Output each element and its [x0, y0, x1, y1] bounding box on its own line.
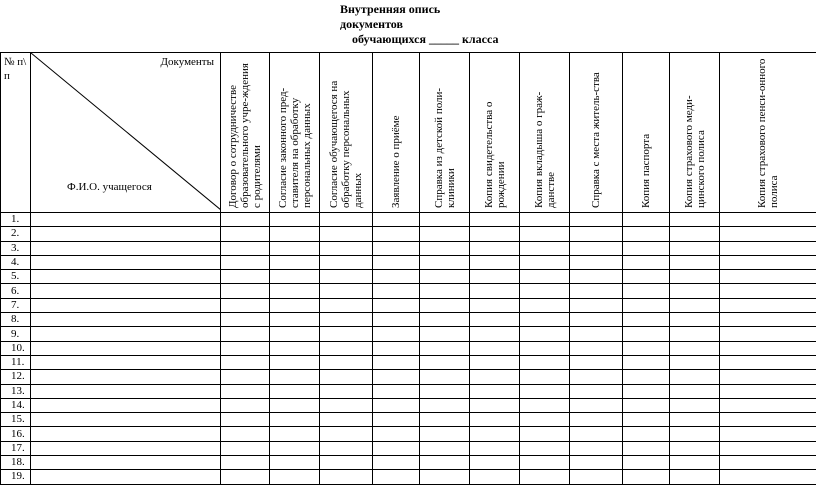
table-cell — [320, 213, 373, 227]
table-cell — [670, 341, 720, 355]
table-cell — [470, 398, 520, 412]
table-row — [1, 255, 816, 269]
table-cell — [221, 370, 270, 384]
table-cell — [373, 255, 420, 269]
document-column-label: Договор о сотрудничестве образовательного учре-ждения с родителями — [227, 62, 263, 208]
table-cell — [720, 384, 816, 398]
table-cell — [270, 370, 320, 384]
table-row — [1, 241, 816, 255]
document-column-header — [623, 53, 670, 213]
row-number: 11. — [1, 355, 31, 369]
row-number: 5. — [1, 270, 31, 284]
table-cell — [373, 398, 420, 412]
table-cell — [373, 341, 420, 355]
table-cell — [623, 370, 670, 384]
table-cell — [570, 441, 623, 455]
table-cell — [31, 255, 221, 269]
table-cell — [31, 327, 221, 341]
table-cell — [221, 241, 270, 255]
table-cell — [270, 241, 320, 255]
table-cell — [470, 313, 520, 327]
table-cell — [570, 341, 623, 355]
table-cell — [670, 413, 720, 427]
table-row — [1, 213, 816, 227]
table-cell — [623, 313, 670, 327]
document-column-label: Копия паспорта — [640, 133, 652, 208]
table-cell — [270, 227, 320, 241]
row-number: 3. — [1, 241, 31, 255]
table-cell — [720, 298, 816, 312]
table-cell — [320, 341, 373, 355]
number-column-header: № п\ п — [1, 53, 31, 213]
row-number: 17. — [1, 441, 31, 455]
table-cell — [31, 456, 221, 470]
table-cell — [320, 313, 373, 327]
table-cell — [570, 355, 623, 369]
document-column-header — [720, 53, 816, 213]
table-cell — [270, 313, 320, 327]
table-cell — [221, 298, 270, 312]
table-cell — [373, 427, 420, 441]
table-cell — [221, 398, 270, 412]
table-cell — [420, 327, 470, 341]
table-cell — [420, 413, 470, 427]
table-cell — [420, 384, 470, 398]
document-column-header — [373, 53, 420, 213]
table-cell — [31, 355, 221, 369]
table-cell — [470, 241, 520, 255]
student-name-label: Ф.И.О. учащегося — [67, 181, 152, 193]
table-cell — [373, 355, 420, 369]
table-cell — [31, 427, 221, 441]
table-cell — [221, 270, 270, 284]
table-cell — [720, 427, 816, 441]
table-cell — [470, 227, 520, 241]
table-cell — [623, 284, 670, 298]
table-cell — [720, 413, 816, 427]
table-cell — [470, 255, 520, 269]
table-row — [1, 284, 816, 298]
table-cell — [270, 327, 320, 341]
table-cell — [221, 470, 270, 484]
row-number: 10. — [1, 341, 31, 355]
table-cell — [520, 370, 570, 384]
document-column-header — [420, 53, 470, 213]
table-cell — [420, 341, 470, 355]
table-cell — [623, 327, 670, 341]
table-row — [1, 456, 816, 470]
table-cell — [420, 298, 470, 312]
table-cell — [373, 413, 420, 427]
table-cell — [570, 284, 623, 298]
document-column-header — [670, 53, 720, 213]
table-cell — [373, 370, 420, 384]
table-cell — [420, 456, 470, 470]
table-cell — [31, 370, 221, 384]
table-cell — [373, 227, 420, 241]
table-cell — [720, 456, 816, 470]
table-cell — [670, 384, 720, 398]
table-cell — [31, 270, 221, 284]
table-cell — [373, 284, 420, 298]
table-cell — [270, 470, 320, 484]
table-cell — [520, 341, 570, 355]
table-cell — [720, 327, 816, 341]
table-cell — [623, 270, 670, 284]
document-column-label: Копия вкладыша о граж-данстве — [532, 91, 557, 208]
table-cell — [373, 384, 420, 398]
table-row — [1, 341, 816, 355]
table-cell — [670, 355, 720, 369]
table-cell — [31, 341, 221, 355]
table-cell — [720, 341, 816, 355]
table-cell — [420, 255, 470, 269]
table-cell — [720, 227, 816, 241]
document-column-header — [270, 53, 320, 213]
table-row — [1, 327, 816, 341]
table-cell — [623, 427, 670, 441]
table-cell — [221, 355, 270, 369]
table-cell — [270, 284, 320, 298]
table-cell — [470, 355, 520, 369]
table-cell — [623, 470, 670, 484]
row-number: 8. — [1, 313, 31, 327]
table-cell — [320, 327, 373, 341]
table-row — [1, 313, 816, 327]
row-number: 9. — [1, 327, 31, 341]
table-row — [1, 413, 816, 427]
title-line-1: Внутренняя опись — [340, 2, 441, 16]
table-cell — [270, 441, 320, 455]
table-cell — [520, 241, 570, 255]
table-cell — [570, 270, 623, 284]
table-cell — [470, 213, 520, 227]
table-cell — [420, 370, 470, 384]
table-cell — [470, 327, 520, 341]
table-cell — [31, 313, 221, 327]
table-cell — [373, 456, 420, 470]
table-cell — [520, 470, 570, 484]
table-cell — [623, 213, 670, 227]
table-cell — [623, 456, 670, 470]
table-row — [1, 298, 816, 312]
table-cell — [31, 384, 221, 398]
row-number: 15. — [1, 413, 31, 427]
table-cell — [520, 355, 570, 369]
table-cell — [320, 241, 373, 255]
table-cell — [373, 213, 420, 227]
table-cell — [720, 313, 816, 327]
table-cell — [570, 213, 623, 227]
table-cell — [221, 427, 270, 441]
row-number: 7. — [1, 298, 31, 312]
table-cell — [570, 456, 623, 470]
document-column-header — [520, 53, 570, 213]
table-cell — [570, 241, 623, 255]
table-cell — [31, 284, 221, 298]
table-cell — [270, 255, 320, 269]
table-cell — [720, 284, 816, 298]
table-cell — [520, 398, 570, 412]
table-cell — [520, 227, 570, 241]
table-cell — [270, 398, 320, 412]
table-cell — [670, 298, 720, 312]
table-cell — [520, 327, 570, 341]
table-cell — [320, 427, 373, 441]
table-cell — [470, 427, 520, 441]
table-cell — [270, 427, 320, 441]
table-cell — [270, 341, 320, 355]
table-cell — [270, 270, 320, 284]
table-cell — [31, 298, 221, 312]
table-cell — [570, 255, 623, 269]
table-cell — [520, 255, 570, 269]
table-cell — [420, 313, 470, 327]
table-cell — [320, 470, 373, 484]
table-cell — [670, 213, 720, 227]
table-row — [1, 398, 816, 412]
diagonal-header-cell — [31, 53, 221, 213]
table-cell — [720, 213, 816, 227]
table-cell — [221, 227, 270, 241]
table-cell — [623, 355, 670, 369]
table-cell — [570, 413, 623, 427]
document-column-label: Согласие законного пред-ставителя на обработку персональных данных — [276, 87, 313, 208]
table-cell — [320, 270, 373, 284]
table-row — [1, 227, 816, 241]
row-number: 4. — [1, 255, 31, 269]
table-cell — [320, 384, 373, 398]
table-cell — [420, 227, 470, 241]
table-cell — [623, 398, 670, 412]
table-cell — [31, 441, 221, 455]
table-row — [1, 270, 816, 284]
table-cell — [670, 284, 720, 298]
table-cell — [320, 441, 373, 455]
table-cell — [720, 241, 816, 255]
table-cell — [373, 441, 420, 455]
table-cell — [221, 284, 270, 298]
table-cell — [670, 441, 720, 455]
row-number: 6. — [1, 284, 31, 298]
document-column-header — [470, 53, 520, 213]
table-cell — [520, 427, 570, 441]
table-cell — [221, 441, 270, 455]
table-cell — [221, 255, 270, 269]
table-cell — [570, 427, 623, 441]
header-row — [1, 53, 816, 213]
table-cell — [221, 456, 270, 470]
table-cell — [720, 255, 816, 269]
table-cell — [470, 413, 520, 427]
table-cell — [31, 413, 221, 427]
table-cell — [221, 213, 270, 227]
table-cell — [31, 227, 221, 241]
table-cell — [320, 284, 373, 298]
table-cell — [373, 241, 420, 255]
table-cell — [720, 355, 816, 369]
row-number: 14. — [1, 398, 31, 412]
table-cell — [570, 384, 623, 398]
table-cell — [520, 270, 570, 284]
table-cell — [270, 413, 320, 427]
row-number: 2. — [1, 227, 31, 241]
table-cell — [570, 227, 623, 241]
table-cell — [420, 398, 470, 412]
table-cell — [670, 456, 720, 470]
table-cell — [320, 298, 373, 312]
table-cell — [470, 384, 520, 398]
table-cell — [270, 355, 320, 369]
table-cell — [470, 470, 520, 484]
document-column-header — [221, 53, 270, 213]
table-cell — [320, 370, 373, 384]
document-column-label: Копия свидетельства о рождении — [482, 101, 507, 208]
table-cell — [520, 213, 570, 227]
document-column-label: Справка из детской поли-клиники — [432, 87, 457, 208]
table-row — [1, 427, 816, 441]
table-cell — [570, 470, 623, 484]
table-cell — [320, 227, 373, 241]
table-cell — [221, 413, 270, 427]
table-cell — [520, 413, 570, 427]
table-cell — [270, 384, 320, 398]
table-cell — [670, 270, 720, 284]
row-number: 12. — [1, 370, 31, 384]
table-cell — [320, 413, 373, 427]
table-cell — [670, 398, 720, 412]
table-cell — [623, 441, 670, 455]
document-column-label: Копия страхового меди-цинского полиса — [682, 94, 707, 208]
document-column-header — [320, 53, 373, 213]
table-cell — [520, 384, 570, 398]
documents-label: Документы — [160, 56, 214, 68]
table-row — [1, 355, 816, 369]
table-cell — [270, 456, 320, 470]
table-cell — [221, 327, 270, 341]
table-cell — [373, 313, 420, 327]
table-cell — [570, 298, 623, 312]
table-cell — [623, 413, 670, 427]
table-cell — [720, 470, 816, 484]
table-cell — [221, 313, 270, 327]
row-number: 18. — [1, 456, 31, 470]
table-cell — [470, 270, 520, 284]
row-number: 16. — [1, 427, 31, 441]
table-row — [1, 384, 816, 398]
table-cell — [670, 313, 720, 327]
table-cell — [623, 241, 670, 255]
table-cell — [420, 441, 470, 455]
table-cell — [520, 441, 570, 455]
table-cell — [320, 255, 373, 269]
table-cell — [670, 227, 720, 241]
table-cell — [373, 327, 420, 341]
table-cell — [470, 456, 520, 470]
table-cell — [520, 284, 570, 298]
table-cell — [31, 398, 221, 412]
table-cell — [623, 298, 670, 312]
table-cell — [373, 298, 420, 312]
table-cell — [373, 470, 420, 484]
table-cell — [320, 398, 373, 412]
table-cell — [270, 213, 320, 227]
table-cell — [270, 298, 320, 312]
table-cell — [623, 341, 670, 355]
document-column-label: Заявление о приёме — [390, 114, 402, 208]
table-cell — [670, 327, 720, 341]
table-cell — [670, 241, 720, 255]
table-cell — [221, 384, 270, 398]
table-cell — [420, 470, 470, 484]
table-cell — [720, 270, 816, 284]
table-cell — [420, 355, 470, 369]
table-row — [1, 441, 816, 455]
table-cell — [470, 441, 520, 455]
table-cell — [420, 213, 470, 227]
table-cell — [570, 398, 623, 412]
table-cell — [720, 370, 816, 384]
inventory-table — [0, 52, 816, 485]
table-cell — [320, 355, 373, 369]
table-cell — [720, 398, 816, 412]
table-cell — [520, 313, 570, 327]
table-cell — [31, 213, 221, 227]
document-column-header — [570, 53, 623, 213]
table-cell — [570, 327, 623, 341]
table-cell — [420, 270, 470, 284]
table-cell — [31, 470, 221, 484]
title-line-2: документов — [340, 17, 403, 31]
table-cell — [420, 427, 470, 441]
table-cell — [570, 370, 623, 384]
title-line-3: обучающихся _____ класса — [352, 32, 499, 46]
table-row — [1, 470, 816, 484]
table-cell — [623, 227, 670, 241]
table-cell — [520, 298, 570, 312]
table-cell — [420, 284, 470, 298]
table-cell — [31, 241, 221, 255]
table-cell — [670, 255, 720, 269]
document-column-label: Справка с места житель-ства — [590, 71, 602, 208]
table-cell — [670, 470, 720, 484]
table-cell — [470, 341, 520, 355]
table-cell — [470, 370, 520, 384]
table-cell — [470, 284, 520, 298]
table-cell — [520, 456, 570, 470]
document-title — [340, 2, 498, 47]
table-cell — [670, 427, 720, 441]
row-number: 13. — [1, 384, 31, 398]
table-cell — [420, 241, 470, 255]
table-row — [1, 370, 816, 384]
table-cell — [373, 270, 420, 284]
table-cell — [720, 441, 816, 455]
table-cell — [320, 456, 373, 470]
table-cell — [623, 255, 670, 269]
row-number: 19. — [1, 470, 31, 484]
row-number: 1. — [1, 213, 31, 227]
table-cell — [221, 341, 270, 355]
table-cell — [570, 313, 623, 327]
table-body — [1, 213, 816, 485]
document-column-label: Согласие обучающегося на обработку персональных данных — [328, 80, 364, 208]
table-cell — [470, 298, 520, 312]
document-column-label: Копия страхового пенси-онного полиса — [756, 58, 780, 208]
table-cell — [623, 384, 670, 398]
table-cell — [670, 370, 720, 384]
